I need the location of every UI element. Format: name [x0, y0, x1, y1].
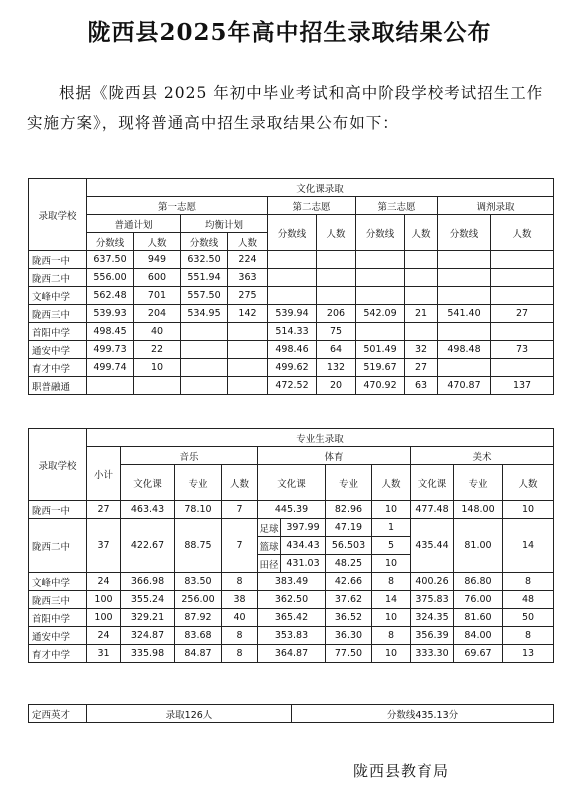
table-cell: [438, 323, 491, 341]
signature: 陇西县教育局: [353, 762, 450, 780]
table-cell: 534.95: [181, 305, 228, 323]
table-cell: 40: [134, 323, 181, 341]
table-cell: 514.33: [268, 323, 317, 341]
table-cell: 32: [405, 341, 438, 359]
table-cell: 81.00: [454, 519, 503, 573]
table-cell: 224: [228, 251, 268, 269]
table-cell: [134, 377, 181, 395]
table-row: [29, 573, 554, 591]
table-row: [29, 377, 554, 395]
table-cell: 48.25: [326, 555, 372, 573]
count-header: 人数: [134, 233, 181, 251]
table-cell: 38: [222, 591, 258, 609]
table-cell: 10: [372, 645, 411, 663]
plan-balanced-header: 均衡计划: [181, 215, 268, 233]
table-cell: 148.00: [454, 501, 503, 519]
table-cell: [356, 287, 405, 305]
table-cell: 557.50: [181, 287, 228, 305]
table-cell: 86.80: [454, 573, 503, 591]
table-cell: [491, 323, 554, 341]
school-name: 陇西二中: [29, 269, 87, 287]
table-cell: [268, 287, 317, 305]
table-cell: 78.10: [175, 501, 222, 519]
table-cell: [87, 377, 134, 395]
table-cell: 8: [222, 627, 258, 645]
adjust-header: 调剂录取: [438, 197, 554, 215]
score-header: 分数线: [438, 215, 491, 251]
table-cell: [228, 377, 268, 395]
table-cell: 48: [503, 591, 554, 609]
table-cell: 87.92: [175, 609, 222, 627]
table-cell: [405, 323, 438, 341]
table-cell: 477.48: [411, 501, 454, 519]
table-cell: 56.503: [326, 537, 372, 555]
table-cell: 8: [372, 573, 411, 591]
table-cell: 8: [222, 645, 258, 663]
art-header: 美术: [411, 447, 554, 465]
school-name: 通安中学: [29, 627, 87, 645]
table-cell: 40: [222, 609, 258, 627]
table-row: [29, 519, 554, 537]
table-cell: 335.98: [121, 645, 175, 663]
table-row: [29, 609, 554, 627]
table-cell: 10: [372, 501, 411, 519]
table-cell: 949: [134, 251, 181, 269]
table-cell: 10: [134, 359, 181, 377]
table-cell: 362.50: [258, 591, 326, 609]
table-cell: [228, 359, 268, 377]
table-cell: 83.68: [175, 627, 222, 645]
school-header: 录取学校: [29, 429, 87, 501]
table-cell: 77.50: [326, 645, 372, 663]
table-cell: 76.00: [454, 591, 503, 609]
major-header: 专业: [175, 465, 222, 501]
school-name: 文峰中学: [29, 573, 87, 591]
table-cell: 499.62: [268, 359, 317, 377]
table-cell: 42.66: [326, 573, 372, 591]
count-header: 人数: [503, 465, 554, 501]
choice1-header: 第一志愿: [87, 197, 268, 215]
school-name: 首阳中学: [29, 609, 87, 627]
table-cell: 10: [372, 555, 411, 573]
culture-admission-table: [28, 178, 554, 395]
table-cell: 100: [87, 591, 121, 609]
count-header: 人数: [372, 465, 411, 501]
sport-type: 篮球: [258, 537, 281, 555]
table-row: [29, 269, 554, 287]
table-cell: 73: [491, 341, 554, 359]
table-cell: [438, 269, 491, 287]
major-header: 专业: [454, 465, 503, 501]
table-row: [29, 341, 554, 359]
table-cell: 50: [503, 609, 554, 627]
table-cell: 463.43: [121, 501, 175, 519]
table-cell: 8: [503, 573, 554, 591]
table-cell: 542.09: [356, 305, 405, 323]
table-cell: 637.50: [87, 251, 134, 269]
table-cell: 7: [222, 501, 258, 519]
table-cell: 472.52: [268, 377, 317, 395]
school-name: 育才中学: [29, 359, 87, 377]
plan-regular-header: 普通计划: [87, 215, 181, 233]
table-cell: 8: [503, 627, 554, 645]
sport-type: 足球: [258, 519, 281, 537]
table-cell: 422.67: [121, 519, 175, 573]
school-name: 陇西二中: [29, 519, 87, 573]
table-cell: 366.98: [121, 573, 175, 591]
major-header: 专业: [326, 465, 372, 501]
table-cell: 353.83: [258, 627, 326, 645]
table-cell: 356.39: [411, 627, 454, 645]
table-cell: 498.46: [268, 341, 317, 359]
table-cell: 64: [317, 341, 356, 359]
table-row: [29, 251, 554, 269]
table-cell: 365.42: [258, 609, 326, 627]
table-cell: [228, 341, 268, 359]
count-header: 人数: [222, 465, 258, 501]
table-cell: 7: [222, 519, 258, 573]
choice2-header: 第二志愿: [268, 197, 356, 215]
table-cell: [438, 251, 491, 269]
intro-paragraph: [27, 78, 552, 138]
table-cell: 383.49: [258, 573, 326, 591]
school-name: 文峰中学: [29, 287, 87, 305]
table-row: [29, 305, 554, 323]
table-cell: 24: [87, 573, 121, 591]
table-cell: 63: [405, 377, 438, 395]
table-cell: 600: [134, 269, 181, 287]
table-cell: 539.93: [87, 305, 134, 323]
table-cell: 1: [372, 519, 411, 537]
table-cell: [317, 287, 356, 305]
table-cell: 8: [222, 573, 258, 591]
table-cell: 5: [372, 537, 411, 555]
culture-header: 文化课: [258, 465, 326, 501]
score-header: 分数线: [181, 233, 228, 251]
music-header: 音乐: [121, 447, 258, 465]
score-header: 分数线: [87, 233, 134, 251]
culture-header: 文化课: [121, 465, 175, 501]
table-cell: 539.94: [268, 305, 317, 323]
sports-header: 体育: [258, 447, 411, 465]
table-cell: 31: [87, 645, 121, 663]
table-cell: 701: [134, 287, 181, 305]
table-cell: 75: [317, 323, 356, 341]
table-cell: 8: [372, 627, 411, 645]
table-cell: 434.43: [281, 537, 326, 555]
table-cell: 499.74: [87, 359, 134, 377]
table-cell: 562.48: [87, 287, 134, 305]
table-cell: 499.73: [87, 341, 134, 359]
table-cell: 84.87: [175, 645, 222, 663]
table-cell: 36.30: [326, 627, 372, 645]
count-header: 人数: [491, 215, 554, 251]
table-cell: 556.00: [87, 269, 134, 287]
score-header: 分数线: [268, 215, 317, 251]
table-cell: [181, 323, 228, 341]
table-cell: [356, 269, 405, 287]
table-cell: 397.99: [281, 519, 326, 537]
table-row: [29, 287, 554, 305]
table-cell: 47.19: [326, 519, 372, 537]
talent-score: 分数线435.13分: [292, 705, 554, 723]
sport-type: 田径: [258, 555, 281, 573]
table-cell: 142: [228, 305, 268, 323]
table-cell: 84.00: [454, 627, 503, 645]
table-row: [29, 627, 554, 645]
table-cell: [181, 341, 228, 359]
table-cell: 206: [317, 305, 356, 323]
page-title: 陇西县2025年高中招生录取结果公布: [87, 19, 492, 46]
table-cell: 375.83: [411, 591, 454, 609]
count-header: 人数: [317, 215, 356, 251]
table-cell: 632.50: [181, 251, 228, 269]
table-cell: 324.87: [121, 627, 175, 645]
table-cell: [268, 269, 317, 287]
count-header: 人数: [228, 233, 268, 251]
talent-table: [28, 704, 554, 723]
table-cell: 364.87: [258, 645, 326, 663]
table-cell: 82.96: [326, 501, 372, 519]
table-cell: 519.67: [356, 359, 405, 377]
choice3-header: 第三志愿: [356, 197, 438, 215]
table-cell: 88.75: [175, 519, 222, 573]
table-cell: 10: [503, 501, 554, 519]
school-name: 育才中学: [29, 645, 87, 663]
table-cell: 431.03: [281, 555, 326, 573]
table-cell: 137: [491, 377, 554, 395]
table-cell: [405, 251, 438, 269]
table-cell: [438, 359, 491, 377]
school-name: 通安中学: [29, 341, 87, 359]
table-cell: 14: [503, 519, 554, 573]
table-cell: 333.30: [411, 645, 454, 663]
school-header: 录取学校: [29, 179, 87, 251]
table-cell: 69.67: [454, 645, 503, 663]
table-cell: 24: [87, 627, 121, 645]
table-row: [29, 645, 554, 663]
table-cell: [317, 251, 356, 269]
table-cell: 204: [134, 305, 181, 323]
talent-label: 定西英才: [29, 705, 87, 723]
table-cell: 470.87: [438, 377, 491, 395]
table-row: [29, 359, 554, 377]
table-cell: [181, 359, 228, 377]
table-cell: [491, 269, 554, 287]
table-cell: 541.40: [438, 305, 491, 323]
table-cell: [405, 269, 438, 287]
table-row: [29, 501, 554, 519]
table-cell: 100: [87, 609, 121, 627]
table-cell: 445.39: [258, 501, 326, 519]
table-cell: 470.92: [356, 377, 405, 395]
table-cell: 10: [372, 609, 411, 627]
school-name: 陇西一中: [29, 501, 87, 519]
table-cell: 329.21: [121, 609, 175, 627]
school-name: 职普融通: [29, 377, 87, 395]
table-cell: 132: [317, 359, 356, 377]
table-cell: 83.50: [175, 573, 222, 591]
table-cell: 22: [134, 341, 181, 359]
table-cell: 27: [491, 305, 554, 323]
table-cell: 21: [405, 305, 438, 323]
table-cell: 501.49: [356, 341, 405, 359]
school-name: 陇西一中: [29, 251, 87, 269]
table-cell: 400.26: [411, 573, 454, 591]
intro-text: 根据《陇西县 2025 年初中毕业考试和高中阶段学校考试招生工作实施方案》，现将普通高中招生录取结果公布如下：: [27, 84, 544, 132]
score-header: 分数线: [356, 215, 405, 251]
table-cell: 37: [87, 519, 121, 573]
count-header: 人数: [405, 215, 438, 251]
table-cell: [181, 377, 228, 395]
table-cell: 355.24: [121, 591, 175, 609]
table-cell: 27: [87, 501, 121, 519]
table-cell: [268, 251, 317, 269]
table-cell: [491, 287, 554, 305]
table-cell: 256.00: [175, 591, 222, 609]
table-cell: 36.52: [326, 609, 372, 627]
specialty-admission-table: [28, 428, 554, 663]
culture-header: 文化课: [411, 465, 454, 501]
table-cell: 498.48: [438, 341, 491, 359]
table-cell: [356, 323, 405, 341]
table-cell: [405, 287, 438, 305]
school-name: 陇西三中: [29, 305, 87, 323]
group-header: 文化课录取: [87, 179, 554, 197]
table-cell: 13: [503, 645, 554, 663]
table-cell: 275: [228, 287, 268, 305]
group-header: 专业生录取: [87, 429, 554, 447]
table-cell: [438, 287, 491, 305]
table-row: [29, 591, 554, 609]
school-name: 首阳中学: [29, 323, 87, 341]
table-cell: 27: [405, 359, 438, 377]
table-cell: 81.60: [454, 609, 503, 627]
table-row: [29, 323, 554, 341]
table-cell: 37.62: [326, 591, 372, 609]
table-cell: [228, 323, 268, 341]
table-cell: 363: [228, 269, 268, 287]
table-cell: [317, 269, 356, 287]
table-cell: 20: [317, 377, 356, 395]
table-cell: 551.94: [181, 269, 228, 287]
table-cell: [356, 251, 405, 269]
talent-admitted: 录取126人: [87, 705, 292, 723]
table-cell: 14: [372, 591, 411, 609]
school-name: 陇西三中: [29, 591, 87, 609]
table-cell: [491, 359, 554, 377]
subtotal-header: 小计: [87, 447, 121, 501]
table-cell: [491, 251, 554, 269]
table-cell: 498.45: [87, 323, 134, 341]
table-cell: 435.44: [411, 519, 454, 573]
table-cell: 324.35: [411, 609, 454, 627]
